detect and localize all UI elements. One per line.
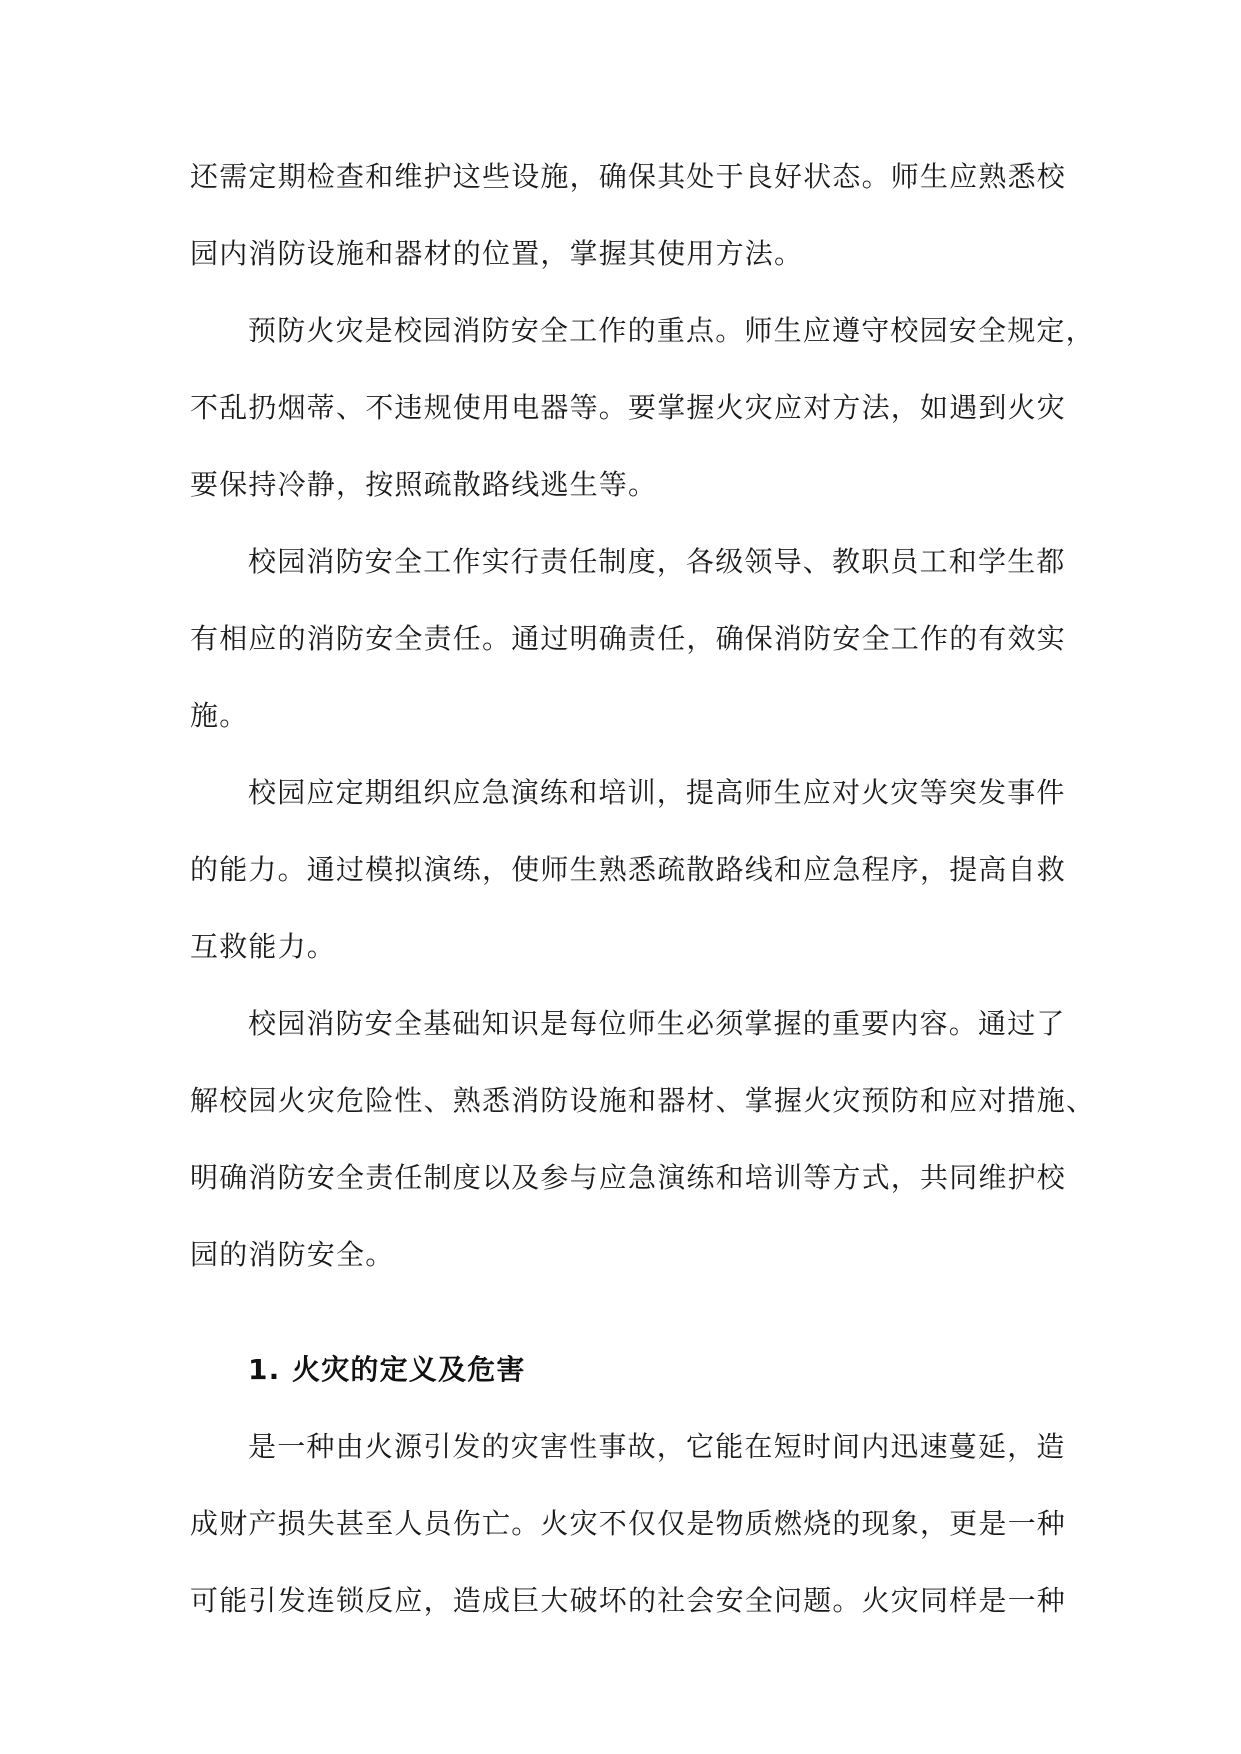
paragraph-3 xyxy=(190,523,1067,754)
section-heading xyxy=(190,1331,1056,1408)
section-title: 火灾的定义及危害 xyxy=(292,1353,526,1386)
text-line: 园的消防安全。 xyxy=(190,1238,395,1271)
text-line: 预防火灾是校园消防安全工作的重点。师生应遵守校园安全规定， xyxy=(248,314,1095,347)
paragraph-4 xyxy=(190,754,1067,985)
paragraph-5 xyxy=(190,985,1096,1293)
section-paragraph-1 xyxy=(190,1408,1067,1639)
paragraph-2 xyxy=(190,292,1095,523)
text-line: 成财产损失甚至人员伤亡。火灾不仅仅是物质燃烧的现象，更是一种 xyxy=(190,1507,1067,1540)
text-line: 园内消防设施和器材的位置，掌握其使用方法。 xyxy=(190,237,804,270)
text-line: 明确消防安全责任制度以及参与应急演练和培训等方式，共同维护校 xyxy=(190,1161,1067,1194)
text-line: 要保持冷静，按照疏散路线逃生等。 xyxy=(190,468,658,501)
paragraph-1 xyxy=(190,138,1067,292)
text-line: 校园消防安全工作实行责任制度，各级领导、教职员工和学生都 xyxy=(248,545,1066,578)
section-number: 1. xyxy=(248,1353,281,1386)
text-line: 的能力。通过模拟演练，使师生熟悉疏散路线和应急程序，提高自救 xyxy=(190,853,1067,886)
text-line: 校园应定期组织应急演练和培训，提高师生应对火灾等突发事件 xyxy=(248,776,1066,809)
text-line: 互救能力。 xyxy=(190,930,337,963)
text-line: 施。 xyxy=(190,699,249,732)
text-line: 不乱扔烟蒂、不违规使用电器等。要掌握火灾应对方法，如遇到火灾 xyxy=(190,391,1067,424)
text-line: 校园消防安全基础知识是每位师生必须掌握的重要内容。通过了 xyxy=(248,1007,1066,1040)
text-line: 可能引发连锁反应，造成巨大破坏的社会安全问题。火灾同样是一种 xyxy=(190,1584,1067,1617)
document-body xyxy=(190,138,1096,1639)
text-line: 解校园火灾危险性、熟悉消防设施和器材、掌握火灾预防和应对措施、 xyxy=(190,1084,1096,1117)
text-line: 有相应的消防安全责任。通过明确责任，确保消防安全工作的有效实 xyxy=(190,622,1067,655)
text-line: 还需定期检查和维护这些设施，确保其处于良好状态。师生应熟悉校 xyxy=(190,160,1067,193)
text-line: 是一种由火源引发的灾害性事故，它能在短时间内迅速蔓延，造 xyxy=(248,1430,1066,1463)
